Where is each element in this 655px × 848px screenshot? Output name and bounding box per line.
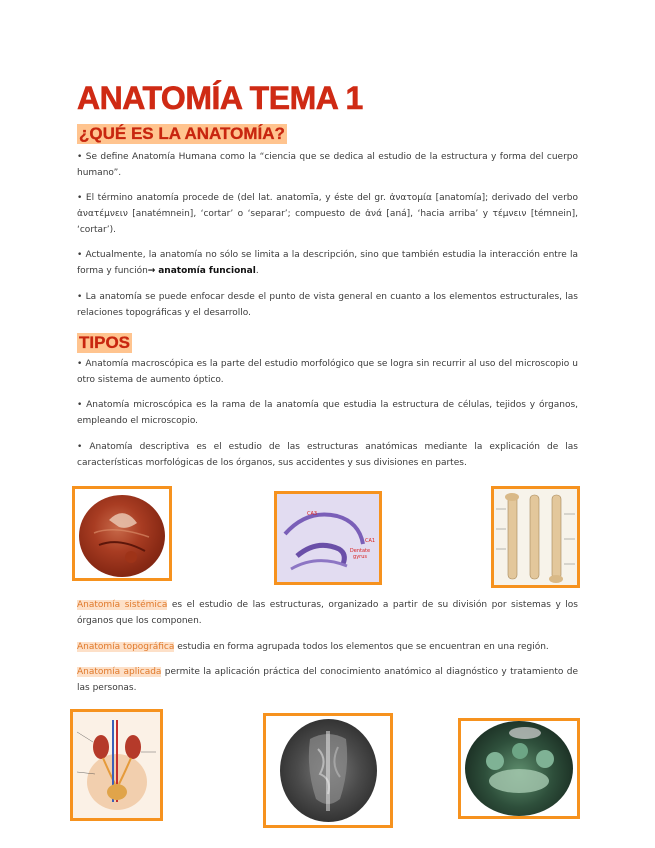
image-applied-frame [458, 718, 580, 819]
bone-illustration-image [494, 489, 577, 585]
image-systemic-frame [70, 709, 163, 821]
tissue-texture-icon [79, 495, 165, 577]
urinary-system-icon [73, 712, 160, 818]
paragraph-descriptive: • Anatomía descriptiva es el estudio de las estructuras anatómicas mediante la explicación de las características morfológicas de los órganos, sus accidentes y sus divisiones en partes. [77, 442, 578, 468]
systemic-anatomy-highlight: Anatomía sistémica [77, 600, 168, 610]
paragraph-functional-end: . [255, 265, 259, 276]
section-heading-que-es: ¿QUÉ ES LA ANATOMÍA? [79, 124, 285, 143]
applied-anatomy-highlight: Anatomía aplicada [77, 667, 162, 677]
surgery-scene-icon [465, 721, 573, 816]
hippocampus-label-ca1: CA1 [365, 538, 376, 544]
topographic-anatomy-text: estudia en forma agrupada todos los elementos que se encuentran en una región. [174, 642, 549, 652]
paragraph-microscopic: • Anatomía microscópica es la rama de la anatomía que estudia la estructura de células, tejidos y órganos, empleando el microscopio. [77, 400, 578, 426]
paragraph-definition: • Se define Anatomía Humana como la “ciencia que se dedica al estudio de la estructura y forma del cuerpo humano”. [77, 152, 578, 178]
paragraph-functional-text: • Actualmente, la anatomía no sólo se limita a la descripción, sino que también estudia la interacción entre la forma y función [77, 250, 578, 276]
femur-bone-icon [494, 489, 577, 585]
image-macroscopic-frame [72, 486, 172, 581]
systemic-anatomy-text: es el estudio de las estructuras, organizado a partir de su división por sistemas y los órganos que los componen. [77, 600, 578, 626]
surgery-photo [465, 721, 573, 816]
image-topographic-frame [263, 713, 393, 828]
paragraph-functional [77, 248, 578, 280]
hippocampus-histology-image [277, 494, 379, 582]
topographic-anatomy-highlight: Anatomía topográfica [77, 642, 175, 652]
ct-scan-image [280, 719, 377, 822]
organ-system-illustration [73, 712, 160, 818]
paragraph-etymology: • El término anatomía procede de (del lat. anatomĭa, y éste del gr. ἀνατομία [anatomía]; derivado del verbo ἀνατέμνειν [anatémnein], ‘cortar’ o ‘separar’; compuesto de ἀνά [aná], ‘hacia arriba’ y τέμνειν [témnein], ‘cortar’). [77, 193, 578, 235]
applied-anatomy-text: permite la aplicación práctica del conocimiento anatómico al diagnóstico y tratamiento de las personas. [77, 667, 578, 693]
section-heading-tipos: TIPOS [79, 333, 131, 352]
paragraph-approach: • La anatomía se puede enfocar desde el punto de vista general en cuanto a los elementos estructurales, las relaciones topográficas y el desarrollo. [77, 292, 578, 318]
hippocampus-label-dentate: Dentate gyrus [349, 548, 371, 560]
hippocampus-label-ca3: CA3 [307, 511, 318, 517]
arrow-glyph: → [147, 265, 156, 276]
ct-scan-texture [280, 719, 377, 822]
image-microscopic-frame [274, 491, 382, 585]
image-descriptive-frame [491, 486, 580, 588]
paragraph-applied [77, 665, 578, 697]
paragraph-topographic [77, 640, 578, 656]
paragraph-systemic [77, 598, 578, 630]
macroscopic-tissue-image [79, 495, 165, 577]
functional-anatomy-bold: anatomía funcional [158, 265, 256, 276]
hippocampus-drawing [277, 494, 379, 582]
paragraph-macroscopic: • Anatomía macroscópica es la parte del estudio morfológico que se logra sin recurrir al uso del microscopio u otro sistema de aumento óptico. [77, 359, 578, 385]
page-title: ANATOMÍA TEMA 1 [77, 80, 363, 116]
